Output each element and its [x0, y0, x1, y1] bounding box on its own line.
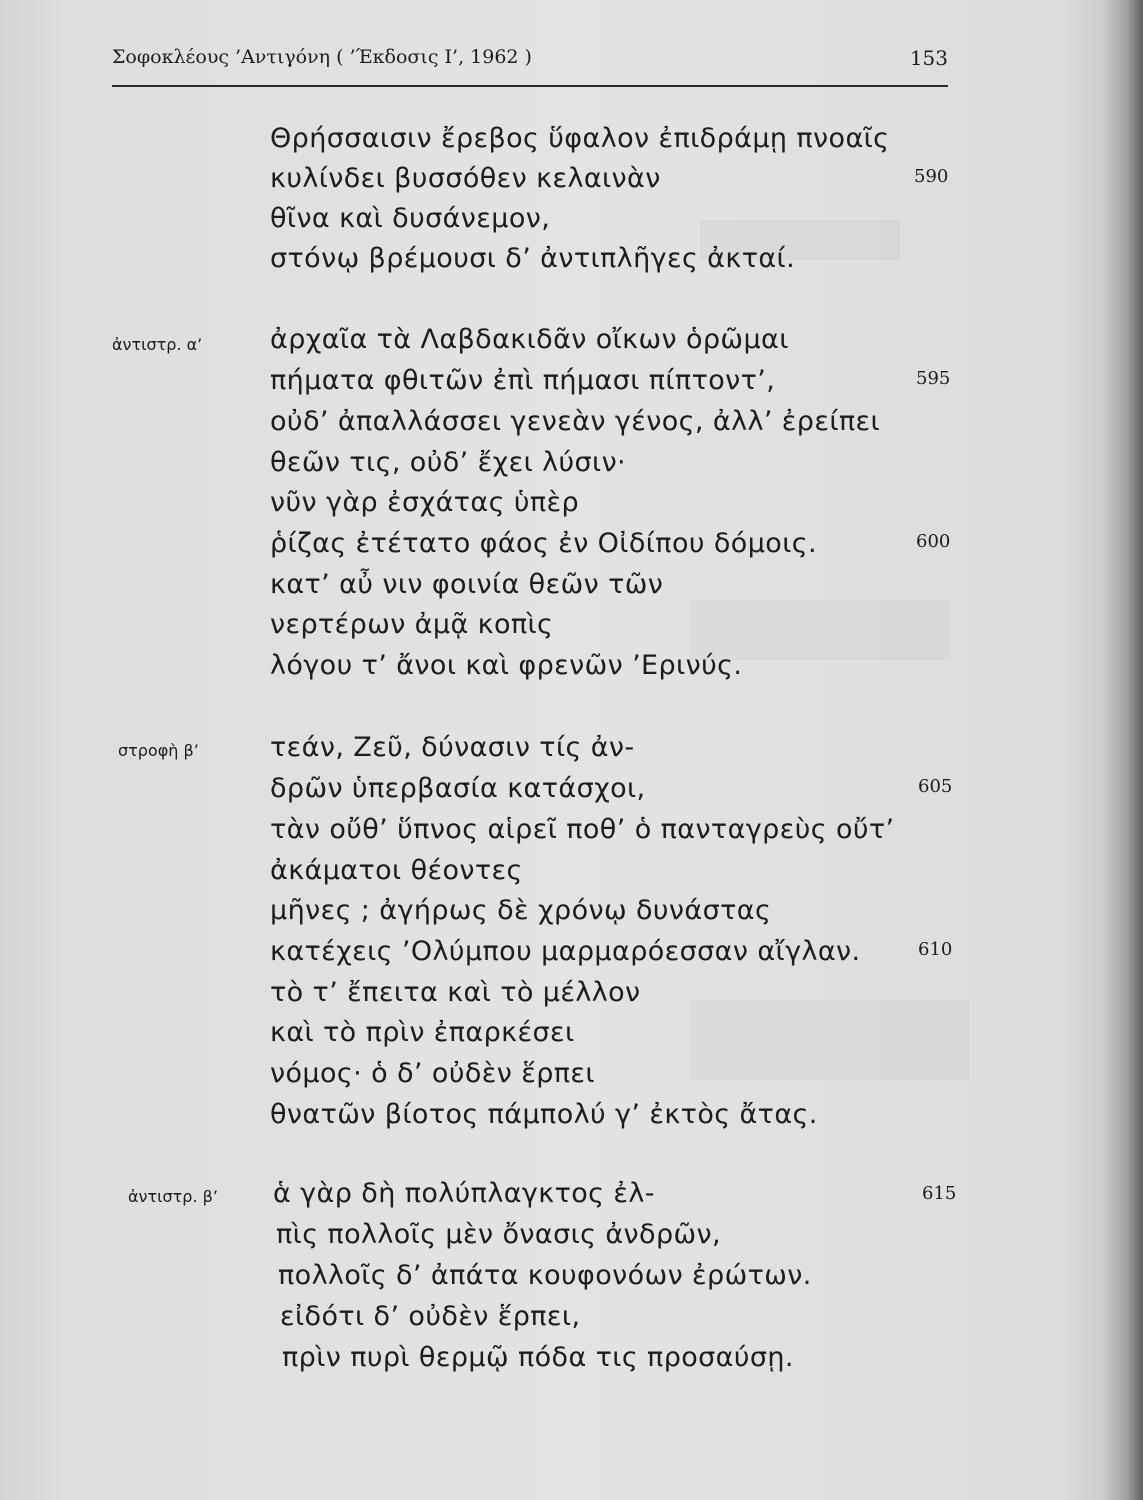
verse-line: κυλίνδει βυσσόθεν κελαινὰν	[270, 163, 661, 194]
running-head	[112, 44, 948, 84]
verse-line: οὐδ’ ἀπαλλάσσει γενεὰν γένος, ἀλλ’ ἐρείπει	[270, 406, 881, 437]
verse-line: κατέχεις ’Ολύμπου μαρμαρόεσσαν αἴγλαν.	[270, 936, 861, 967]
verse-line: ἀκάματοι θέοντες	[270, 855, 523, 886]
verse-line: τὸ τ’ ἔπειτα καὶ τὸ μέλλον	[270, 977, 641, 1008]
verse-line: πολλοῖς δ’ ἀπάτα κουφονόων ἐρώτων.	[278, 1260, 812, 1291]
page-edge-shadow	[1103, 0, 1143, 1500]
verse-line: ῥίζας ἐτέτατο φάος ἐν Οἰδίπου δόμοις.	[270, 528, 817, 559]
line-number: 615	[922, 1183, 957, 1204]
line-number: 610	[918, 939, 953, 960]
line-number: 605	[918, 776, 953, 797]
verse-line: εἰδότι δ’ οὐδὲν ἕρπει,	[280, 1301, 581, 1332]
stanza-label: στροφὴ β’	[118, 741, 199, 760]
verse-line: θνατῶν βίοτος πάμπολύ γ’ ἐκτὸς ἄτας.	[270, 1099, 818, 1130]
bleed-through-mark	[690, 1000, 970, 1080]
line-number: 600	[916, 531, 951, 552]
verse-line: πὶς πολλοῖς μὲν ὄνασις ἀνδρῶν,	[276, 1219, 721, 1250]
verse-line: πρὶν πυρὶ θερμῷ πόδα τις προσαύσῃ.	[282, 1342, 794, 1373]
verse-line: τὰν οὔθ’ ὕπνος αἱρεῖ ποθ’ ὁ πανταγρεὺς οὔτ’	[270, 814, 895, 845]
verse-line: θῖνα καὶ δυσάνεμον,	[270, 203, 551, 234]
verse-line: τεάν, Ζεῦ, δύνασιν τίς ἀν-	[270, 732, 635, 763]
verse-line: νερτέρων ἀμᾷ κοπὶς	[270, 609, 554, 640]
stanza-label: ἀντιστρ. β’	[128, 1187, 218, 1206]
verse-line: καὶ τὸ πρὶν ἐπαρκέσει	[270, 1017, 575, 1048]
verse-line: δρῶν ὑπερβασία κατάσχοι,	[270, 773, 646, 804]
verse-line: στόνῳ βρέμουσι δ’ ἀντιπλῆγες ἀκταί.	[270, 243, 796, 274]
verse-line: πήματα φθιτῶν ἐπὶ πήμασι πίπτοντ’,	[270, 365, 776, 396]
verse-line: ἁ γὰρ δὴ πολύπλαγκτος ἐλ-	[273, 1178, 655, 1209]
verse-line: Θρήσσαισιν ἔρεβος ὕφαλον ἐπιδράμῃ πνοαῖς	[270, 123, 890, 154]
running-head-title: Σοφοκλέους ’Αντιγόνη ( ’Έκδοσις Ι’, 1962 )	[112, 46, 532, 68]
stanza-label: ἀντιστρ. α’	[112, 335, 203, 354]
verse-line: μῆνες ; ἀγήρως δὲ χρόνῳ δυνάστας	[270, 895, 772, 926]
verse-line: λόγου τ’ ἄνοι καὶ φρενῶν ’Ερινύς.	[270, 650, 743, 681]
header-rule	[112, 85, 948, 87]
line-number: 590	[914, 166, 949, 187]
verse-line: κατ’ αὖ νιν φοινία θεῶν τῶν	[270, 569, 664, 600]
page-number: 153	[909, 46, 948, 70]
line-number: 595	[916, 368, 951, 389]
verse-line: ἀρχαῖα τὰ Λαβδακιδᾶν οἴκων ὁρῶμαι	[270, 324, 789, 355]
verse-line: θεῶν τις, οὐδ’ ἔχει λύσιν·	[270, 447, 627, 478]
verse-line: νῦν γὰρ ἐσχάτας ὑπὲρ	[270, 487, 580, 518]
verse-line: νόμος· ὁ δ’ οὐδὲν ἕρπει	[270, 1058, 595, 1089]
